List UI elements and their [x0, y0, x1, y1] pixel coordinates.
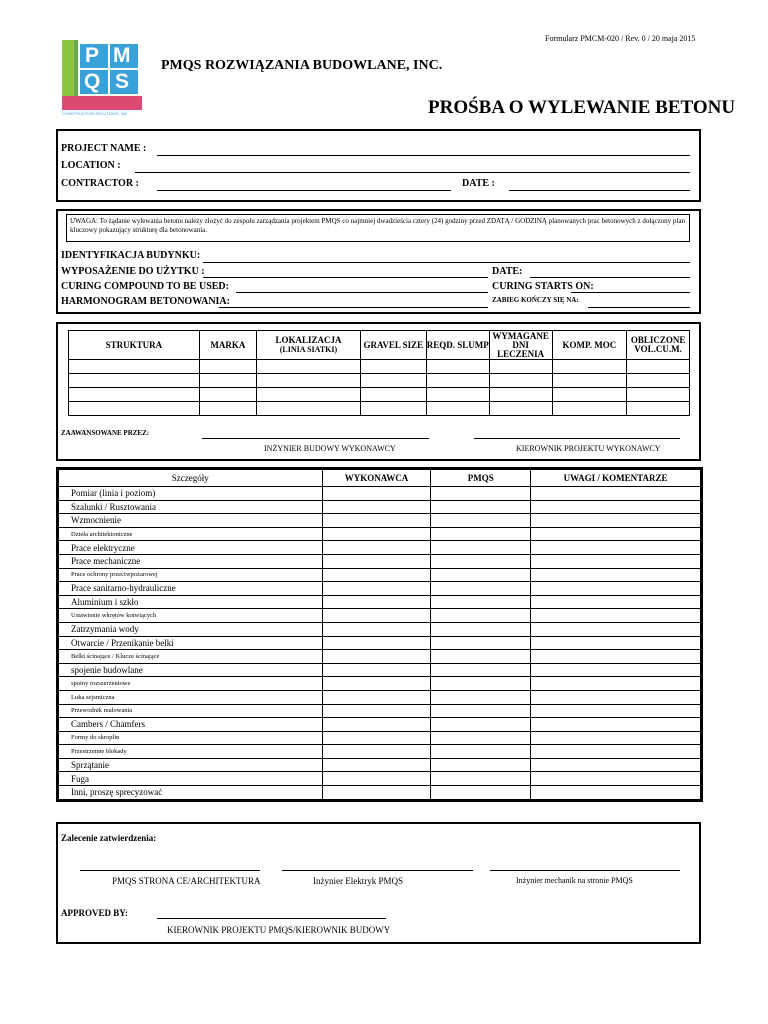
comment-cell[interactable] — [531, 731, 701, 745]
col-header-curing-days: WYMAGANE DNI LECZENIA — [489, 331, 552, 360]
pmqs-check-cell[interactable] — [431, 487, 531, 501]
contractor-engineer-signature[interactable] — [202, 438, 429, 439]
comment-cell[interactable] — [531, 541, 701, 555]
recommendation-label: Zalecenie zatwierdzenia: — [61, 833, 157, 843]
checklist-item-label: Prace elektryczne — [59, 541, 323, 555]
page-title: PROŚBA O WYLEWANIE BETONU — [428, 97, 736, 118]
comment-cell[interactable] — [531, 786, 701, 800]
pmqs-check-cell[interactable] — [431, 514, 531, 528]
logo-letter-q: Q — [84, 70, 101, 93]
pmqs-check-cell[interactable] — [431, 650, 531, 664]
comment-cell[interactable] — [531, 527, 701, 541]
checklist-item-label: Inni, proszę sprecyzować — [59, 786, 323, 800]
curing-ends-field[interactable] — [588, 307, 690, 308]
table-row — [59, 786, 701, 800]
checklist-item-label: Dzieła architektoniczne — [59, 527, 323, 541]
details-date-field[interactable] — [530, 277, 690, 278]
equipment-field[interactable] — [203, 277, 488, 278]
contractor-check-cell[interactable] — [322, 731, 431, 745]
ce-architecture-caption: PMQS STRONA CE/ARCHITEKTURA — [112, 876, 261, 886]
checklist-item-label: Fuga — [59, 772, 323, 786]
building-id-label: IDENTYFIKACJA BUDYNKU: — [61, 250, 201, 261]
contractor-check-cell[interactable] — [322, 786, 431, 800]
contractor-check-cell[interactable] — [322, 622, 431, 636]
contractor-check-cell[interactable] — [322, 690, 431, 704]
logo-letter-s: S — [115, 70, 130, 93]
comment-cell[interactable] — [531, 554, 701, 568]
table-row — [59, 514, 701, 528]
contractor-check-cell[interactable] — [322, 609, 431, 623]
table-row — [59, 527, 701, 541]
approved-by-signature[interactable] — [157, 918, 386, 919]
table-row — [69, 402, 690, 416]
table-row — [69, 374, 690, 388]
electrical-engineer-signature[interactable] — [282, 870, 473, 871]
table-row — [59, 650, 701, 664]
contractor-check-cell[interactable] — [322, 677, 431, 691]
contractor-check-cell[interactable] — [322, 500, 431, 514]
approved-by-caption: KIEROWNIK PROJEKTU PMQS/KIEROWNIK BUDOWY — [167, 925, 391, 935]
curing-starts-label: CURING STARTS ON: — [492, 281, 594, 292]
curing-compound-label: CURING COMPOUND TO BE USED: — [61, 281, 229, 292]
checklist-item-label: spoiny rozszerzeniowe — [59, 677, 323, 691]
comment-cell[interactable] — [531, 650, 701, 664]
table-row — [59, 500, 701, 514]
checklist-item-label: Wzmocnienie — [59, 514, 323, 528]
col-header-strength: KOMP. MOC — [552, 331, 627, 360]
details-date-label: DATE: — [492, 266, 523, 277]
checklist-item-label: Prace sanitarno-hydrauliczne — [59, 582, 323, 596]
table-row — [59, 595, 701, 609]
comment-cell[interactable] — [531, 636, 701, 650]
contractor-label: CONTRACTOR : — [61, 178, 139, 189]
checklist-item-label: Zatrzymania wody — [59, 622, 323, 636]
pmqs-check-cell[interactable] — [431, 568, 531, 582]
contractor-field[interactable] — [157, 190, 451, 191]
project-date-label: DATE : — [462, 178, 495, 189]
checklist-item-label: Przewodnik malowania — [59, 704, 323, 718]
comment-cell[interactable] — [531, 704, 701, 718]
checklist-table — [58, 469, 701, 800]
contractor-check-cell[interactable] — [322, 745, 431, 759]
table-row — [59, 718, 701, 732]
comment-cell[interactable] — [531, 487, 701, 501]
comment-cell[interactable] — [531, 690, 701, 704]
col-header-pmqs: PMQS — [431, 470, 531, 487]
comment-cell[interactable] — [531, 609, 701, 623]
contractor-check-cell[interactable] — [322, 595, 431, 609]
checklist-item-label: Przestrzenne blokady — [59, 745, 323, 759]
logo-letter-p: P — [85, 44, 100, 67]
pmqs-check-cell[interactable] — [431, 718, 531, 732]
comment-cell[interactable] — [531, 622, 701, 636]
contractor-check-cell[interactable] — [322, 758, 431, 772]
table-row — [59, 704, 701, 718]
project-date-field[interactable] — [509, 190, 690, 191]
table-row — [59, 541, 701, 555]
contractor-check-cell[interactable] — [322, 650, 431, 664]
comment-cell[interactable] — [531, 500, 701, 514]
pmqs-check-cell[interactable] — [431, 786, 531, 800]
notice-text: UWAGA: To żądanie wylewania betonu należy złożyć do zespołu zarządzania projektem PMQS co najmniej dwadzieścia cztery (24) godziny przed ZDATĄ / GODZINĄ planowanych prac betonowych z dołączony plan kluczowy pokazujący strukturę dla betonowania. — [70, 217, 685, 234]
checklist-item-label: Szalunki / Rusztowania — [59, 500, 323, 514]
contractor-check-cell[interactable] — [322, 704, 431, 718]
col-header-location — [257, 331, 361, 360]
electrical-engineer-caption: Inżynier Elektryk PMQS — [313, 876, 403, 886]
checklist-item-label: Pomiar (linia i poziom) — [59, 487, 323, 501]
table-row — [59, 636, 701, 650]
contractor-check-cell[interactable] — [322, 663, 431, 677]
comment-cell[interactable] — [531, 772, 701, 786]
table-row — [69, 388, 690, 402]
col-header-gravel: GRAVEL SIZE — [360, 331, 426, 360]
checklist-item-label: Otwarcie / Przenikanie belki — [59, 636, 323, 650]
pmqs-check-cell[interactable] — [431, 758, 531, 772]
comment-cell[interactable] — [531, 514, 701, 528]
contractor-check-cell[interactable] — [322, 554, 431, 568]
ce-architecture-signature[interactable] — [80, 870, 260, 871]
checklist-item-label: Prace mechaniczne — [59, 554, 323, 568]
project-name-label: PROJECT NAME : — [61, 143, 147, 154]
pmqs-check-cell[interactable] — [431, 636, 531, 650]
contractor-check-cell[interactable] — [322, 718, 431, 732]
table-row — [59, 758, 701, 772]
col-header-contractor: WYKONAWCA — [322, 470, 431, 487]
curing-starts-field[interactable] — [571, 292, 690, 293]
contractor-check-cell[interactable] — [322, 582, 431, 596]
contractor-check-cell[interactable] — [322, 527, 431, 541]
table-row — [59, 582, 701, 596]
checklist-item-label: Sprzątanie — [59, 758, 323, 772]
table-row — [59, 772, 701, 786]
table-row — [59, 690, 701, 704]
pmqs-check-cell[interactable] — [431, 595, 531, 609]
table-row — [59, 554, 701, 568]
table-row — [59, 609, 701, 623]
table-row — [59, 663, 701, 677]
contractor-check-cell[interactable] — [322, 541, 431, 555]
comment-cell[interactable] — [531, 582, 701, 596]
col-header-volume: OBLICZONE VOL.CU.M. — [627, 331, 690, 360]
building-id-field[interactable] — [203, 262, 690, 263]
table-row — [59, 745, 701, 759]
mechanical-engineer-caption: Inżynier mechanik na stronie PMQS — [516, 876, 633, 885]
checklist-item-label: Prace ochrony przeciwpożarowej — [59, 568, 323, 582]
col-header-comments: UWAGI / KOMENTARZE — [531, 470, 701, 487]
col-header-slump: REQD. SLUMP — [426, 331, 489, 360]
curing-compound-field[interactable] — [236, 292, 488, 293]
col-header-details: Szczegóły — [59, 470, 323, 487]
contractor-check-cell[interactable] — [322, 568, 431, 582]
pmqs-check-cell[interactable] — [431, 663, 531, 677]
checklist-item-label: Ustawienie wkrętów kotwiących — [59, 609, 323, 623]
comment-cell[interactable] — [531, 758, 701, 772]
company-name: PMQS ROZWIĄZANIA BUDOWLANE, INC. — [161, 58, 443, 73]
checklist-item-label: Luka sejsmiczna — [59, 690, 323, 704]
contractor-check-cell[interactable] — [322, 772, 431, 786]
location-field[interactable] — [135, 172, 690, 173]
form-code: Formularz PMCM-020 / Rev. 0 / 20 maja 2015 — [545, 34, 696, 43]
contractor-pm-signature[interactable] — [474, 438, 680, 439]
structure-table — [68, 330, 690, 416]
contractor-engineer-caption: INŻYNIER BUDOWY WYKONAWCY — [264, 444, 396, 453]
approved-by-label: APPROVED BY: — [61, 908, 128, 918]
equipment-label: WYPOSAŻENIE DO UŻYTKU : — [61, 266, 205, 277]
checklist-item-label: Formy do skroplin — [59, 731, 323, 745]
project-info-box — [56, 129, 701, 202]
curing-ends-label: ZABIEG KOŃCZY SIĘ NA: — [492, 296, 579, 304]
contractor-check-cell[interactable] — [322, 636, 431, 650]
comment-cell[interactable] — [531, 663, 701, 677]
advanced-by-label: ZAAWANSOWANE PRZEZ: — [61, 429, 150, 437]
mechanical-engineer-signature[interactable] — [490, 870, 680, 871]
pmqs-check-cell[interactable] — [431, 527, 531, 541]
comment-cell[interactable] — [531, 745, 701, 759]
contractor-check-cell[interactable] — [322, 514, 431, 528]
pmqs-check-cell[interactable] — [431, 745, 531, 759]
pmqs-check-cell[interactable] — [431, 541, 531, 555]
col-header-structure: STRUKTURA — [69, 331, 200, 360]
project-name-field[interactable] — [157, 155, 690, 156]
schedule-field[interactable] — [219, 307, 488, 308]
pmqs-check-cell[interactable] — [431, 500, 531, 514]
table-row — [59, 677, 701, 691]
checklist-item-label: Cambers / Chamfers — [59, 718, 323, 732]
pmqs-check-cell[interactable] — [431, 772, 531, 786]
logo-tagline: CONSTRUCTION SOLUTIONS, INC. — [62, 111, 129, 116]
pmqs-check-cell[interactable] — [431, 554, 531, 568]
pmqs-check-cell[interactable] — [431, 609, 531, 623]
table-row — [69, 360, 690, 374]
location-label: LOCATION : — [61, 160, 121, 171]
comment-cell[interactable] — [531, 568, 701, 582]
checklist-item-label: Aluminium i szkło — [59, 595, 323, 609]
table-row — [59, 622, 701, 636]
table-row — [59, 487, 701, 501]
col-header-brand: MARKA — [199, 331, 256, 360]
contractor-check-cell[interactable] — [322, 487, 431, 501]
schedule-label: HARMONOGRAM BETONOWANIA: — [61, 296, 230, 307]
pmqs-check-cell[interactable] — [431, 677, 531, 691]
table-row — [59, 731, 701, 745]
pmqs-check-cell[interactable] — [431, 731, 531, 745]
location-header-text: LOKALIZACJA — [275, 335, 342, 345]
table-row — [59, 568, 701, 582]
pmqs-check-cell[interactable] — [431, 690, 531, 704]
logo-letter-m: M — [113, 44, 131, 67]
checklist-item-label: Belki ścinające / Klucze ścinające — [59, 650, 323, 664]
pmqs-check-cell[interactable] — [431, 704, 531, 718]
contractor-pm-caption: KIEROWNIK PROJEKTU WYKONAWCY — [516, 444, 661, 453]
comment-cell[interactable] — [531, 677, 701, 691]
checklist-item-label: spojenie budowlane — [59, 663, 323, 677]
pmqs-logo — [62, 40, 142, 116]
pmqs-check-cell[interactable] — [431, 622, 531, 636]
comment-cell[interactable] — [531, 595, 701, 609]
comment-cell[interactable] — [531, 718, 701, 732]
grid-line-subheader: (LINIA SIATKI) — [279, 345, 338, 354]
pmqs-check-cell[interactable] — [431, 582, 531, 596]
